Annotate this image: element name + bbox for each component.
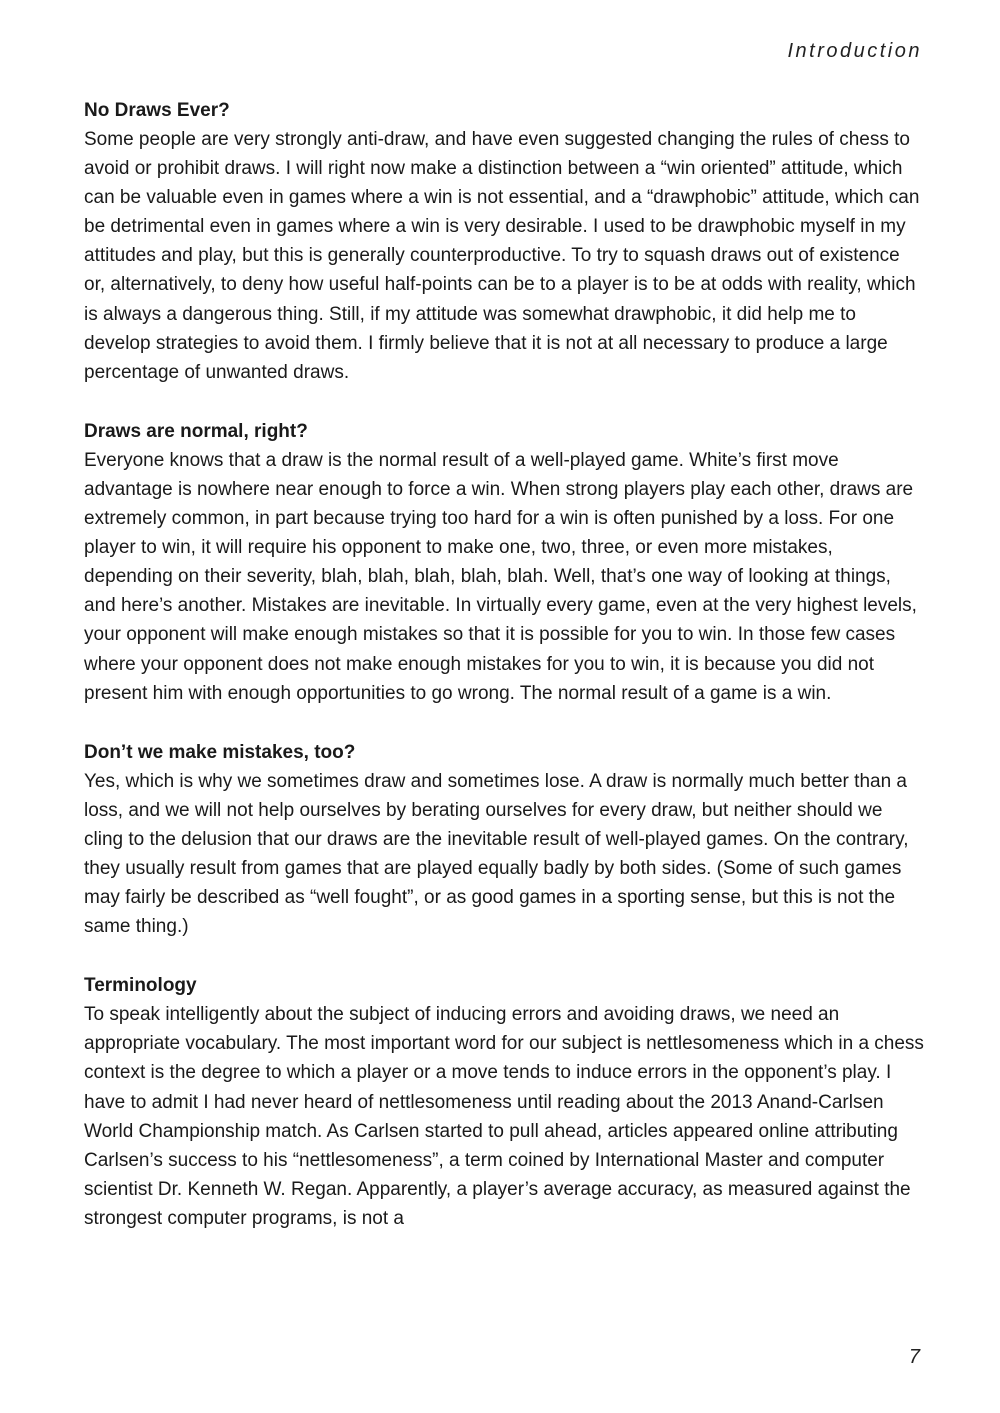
section-heading: Don’t we make mistakes, too? bbox=[84, 741, 356, 763]
section-draws-are-normal bbox=[84, 417, 926, 708]
section-paragraph: Everyone knows that a draw is the normal result of a well-played game. White’s first move advantage is nowhere near enough to force a win. When strong players play each other, draws are extremely common, in part because trying too hard for a win is often punished by a loss. For one player to win, it will require his opponent to make one, two, three, or even more mistakes, depending on their severity, blah, blah, blah, blah, blah. Well, that’s one way of looking at things, and here’s another. Mistakes are inevitable. In virtually every game, even at the very highest levels, your opponent will make enough mistakes so that it is possible for you to win. In those few cases where your opponent does not make enough mistakes for you to win, it is because you did not present him with enough opportunities to go wrong. The normal result of a game is a win. bbox=[84, 449, 917, 704]
section-no-draws-ever bbox=[84, 96, 926, 387]
running-head: Introduction bbox=[787, 40, 922, 62]
section-dont-we-make-mistakes bbox=[84, 738, 926, 942]
section-heading: Terminology bbox=[84, 975, 197, 997]
section-paragraph: Yes, which is why we sometimes draw and sometimes lose. A draw is normally much better than a loss, and we will not help ourselves by berating ourselves for every draw, but neither should we cling to the delusion that our draws are the inevitable result of well-played games. On the contrary, they usually result from games that are played equally badly by both sides. (Some of such games may fairly be described as “well fought”, or as good games in a sporting sense, but this is not the same thing.) bbox=[84, 770, 909, 938]
section-terminology bbox=[84, 971, 926, 1233]
page-body bbox=[84, 96, 926, 1263]
section-paragraph: Some people are very strongly anti-draw, and have even suggested changing the rules of chess to avoid or prohibit draws. I will right now make a distinction between a “win oriented” attitude, which can be valuable even in games where a win is not essential, and a “drawphobic” attitude, which can be detrimental even in games where a win is very desirable. I used to be drawphobic myself in my attitudes and play, but this is generally counterproductive. To try to squash draws out of existence or, alternatively, to deny how useful half-points can be to a player is to be at odds with reality, which is always a dangerous thing. Still, if my attitude was somewhat drawphobic, it did help me to develop strategies to avoid them. I firmly believe that it is not at all necessary to produce a large percentage of unwanted draws. bbox=[84, 129, 920, 383]
section-paragraph: To speak intelligently about the subject of inducing errors and avoiding draws, we need an appropriate vocabulary. The most important word for our subject is nettlesomeness which in a chess context is the degree to which a player or a move tends to induce errors in the opponent’s play. I have to admit I had never heard of nettlesomeness until reading about the 2013 Anand-Carlsen World Championship match. As Carlsen started to pull ahead, articles appeared online attributing Carlsen’s success to his “nettlesomeness”, a term coined by International Master and computer scientist Dr. Kenneth W. Regan. Apparently, a player’s average accuracy, as measured against the strongest computer programs, is not a bbox=[84, 1004, 924, 1229]
section-heading: Draws are normal, right? bbox=[84, 420, 308, 442]
section-heading: No Draws Ever? bbox=[84, 100, 230, 121]
page-number: 7 bbox=[908, 1346, 920, 1368]
